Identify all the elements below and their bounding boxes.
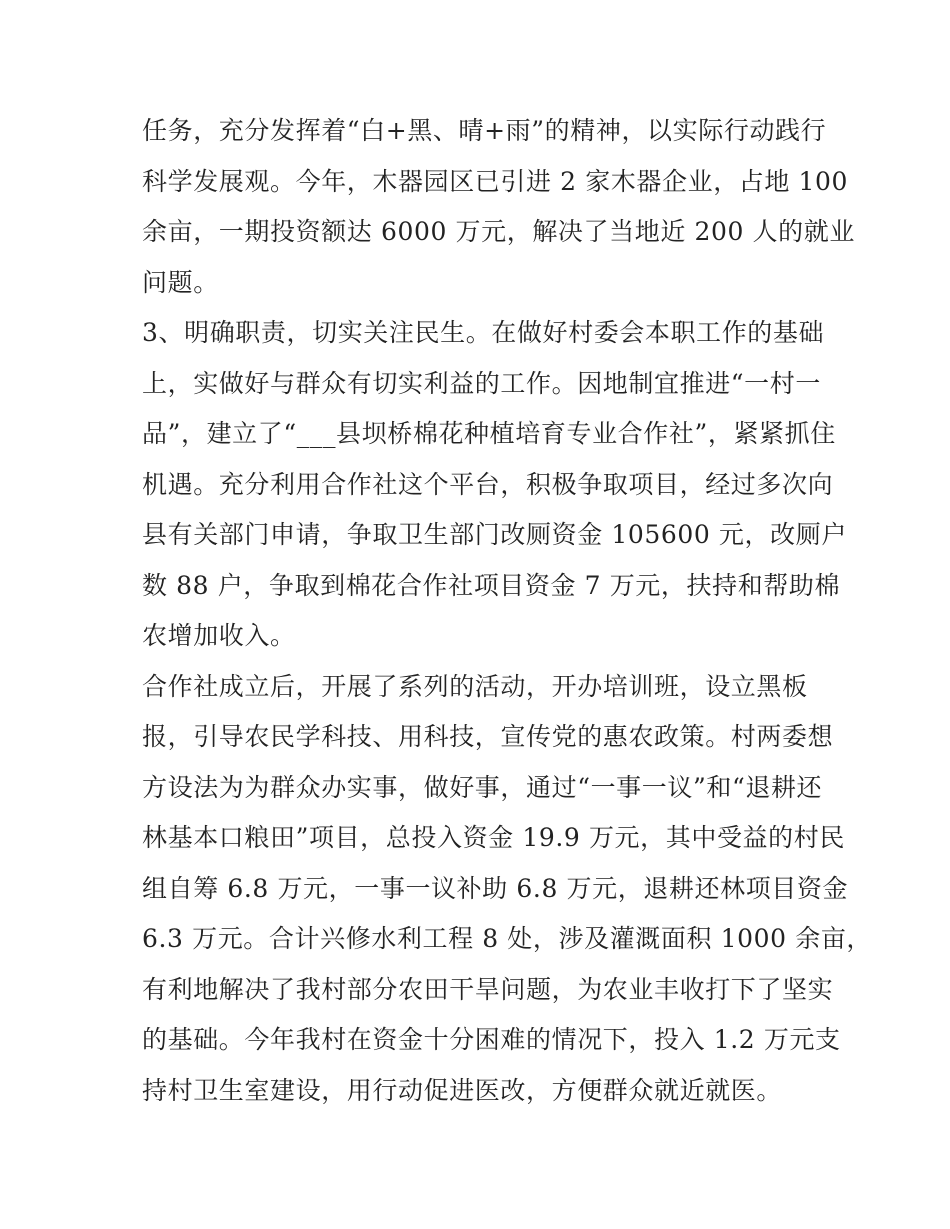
text-line: 数 88 户，争取到棉花合作社项目资金 7 万元，扶持和帮助棉: [142, 570, 841, 600]
text-line: 农增加收入。: [142, 621, 296, 650]
text-line: 合作社成立后，开展了系列的活动，开办培训班，设立黑板: [142, 671, 808, 701]
text-line: 有利地解决了我村部分农田干旱问题，为农业丰收打下了坚实: [142, 974, 834, 1004]
text-line: 任务，充分发挥着“白+黑、晴+雨”的精神，以实际行动践行: [142, 116, 827, 145]
text-line: 报，引导农民学科技、用科技，宣传党的惠农政策。村两委想: [142, 722, 834, 751]
text-line: 6.3 万元。合计兴修水利工程 8 处，涉及灌溉面积 1000 余亩，: [142, 924, 873, 953]
text-line: 县有关部门申请，争取卫生部门改厕资金 105600 元，改厕户: [142, 520, 847, 549]
text-line: 机遇。充分利用合作社这个平台，积极争取项目，经过多次向: [142, 469, 834, 499]
text-line: 3、明确职责，切实关注民生。在做好村委会本职工作的基础: [142, 318, 825, 347]
text-line: 组自筹 6.8 万元，一事一议补助 6.8 万元，退耕还林项目资金: [142, 873, 849, 903]
text-line: 上，实做好与群众有切实利益的工作。因地制宜推进“一村一: [142, 368, 821, 398]
text-line: 的基础。今年我村在资金十分困难的情况下，投入 1.2 万元支: [142, 1025, 841, 1054]
text-line: 科学发展观。今年，木器园区已引进 2 家木器企业，占地 100: [142, 166, 849, 196]
text-line: 林基本口粮田”项目，总投入资金 19.9 万元，其中受益的村民: [142, 823, 845, 852]
body-text: [142, 106, 873, 1116]
text-line: 持村卫生室建设，用行动促进医改，方便群众就近就医。: [142, 1075, 783, 1105]
text-line: 品”，建立了“___县坝桥棉花种植培育专业合作社”，紧紧抓住: [142, 419, 836, 448]
text-line: 余亩，一期投资额达 6000 万元，解决了当地近 200 人的就业: [142, 217, 855, 246]
text-line: 问题。: [142, 267, 219, 297]
text-line: 方设法为为群众办实事，做好事，通过“一事一议”和“退耕还: [142, 772, 823, 802]
